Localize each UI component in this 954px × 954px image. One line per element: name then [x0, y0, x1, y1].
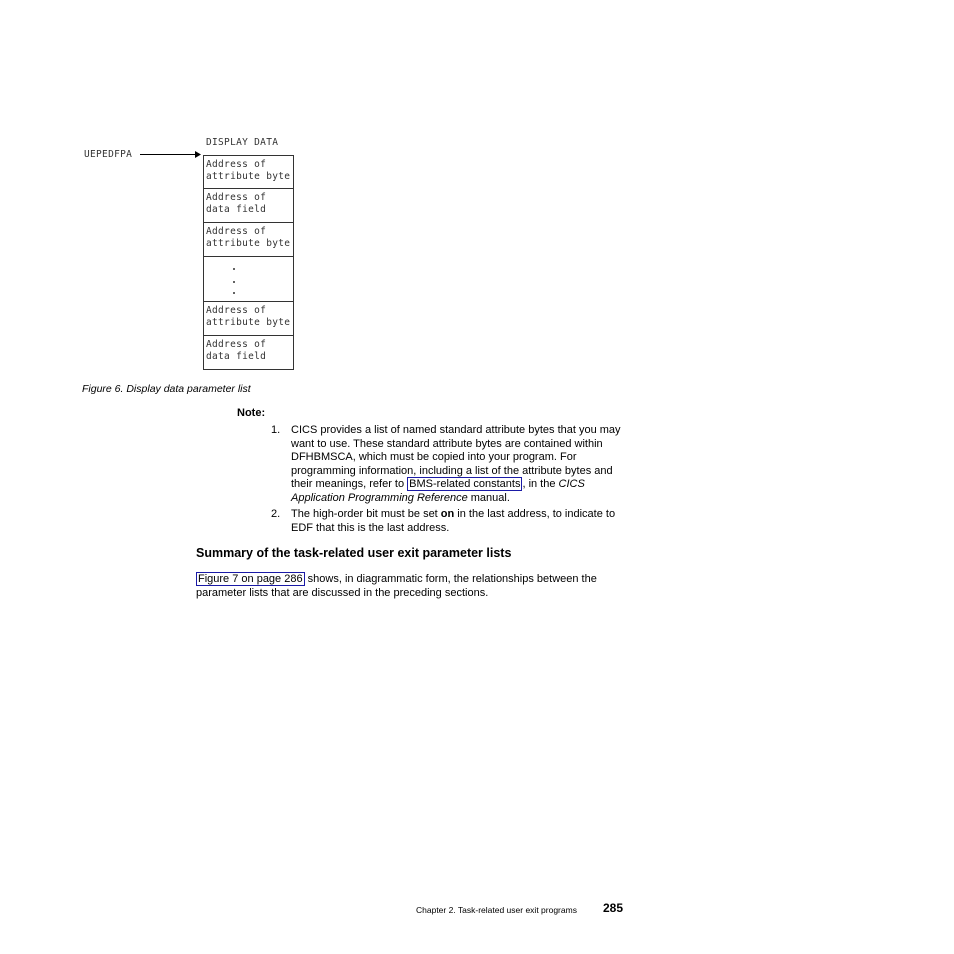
note-text: The high-order bit must be set: [291, 508, 441, 520]
cell-line: Address of: [206, 339, 267, 350]
cell-line: data field: [206, 204, 267, 215]
note-item: [271, 424, 627, 505]
note-number: 2.: [271, 508, 281, 520]
list-cell: [203, 223, 294, 257]
note-label: Note:: [237, 407, 266, 419]
cell-line: attribute byte: [206, 317, 291, 328]
list-cell: [203, 336, 294, 370]
bms-constants-link[interactable]: BMS-related constants: [409, 478, 521, 490]
cell-line: attribute byte: [206, 171, 291, 182]
ellipsis-dot: [233, 292, 235, 294]
ellipsis-dot: [233, 268, 235, 270]
note-text: , in the: [522, 478, 559, 490]
cell-line: Address of: [206, 305, 267, 316]
body-paragraph: [196, 573, 621, 600]
cell-line: data field: [206, 351, 267, 362]
footer-chapter: Chapter 2. Task-related user exit programs: [416, 905, 577, 915]
ellipsis-cell: [203, 257, 294, 302]
manual-title: CICS Application Programming Reference: [291, 478, 585, 504]
page-number: 285: [603, 901, 624, 915]
figure-caption: Figure 6. Display data parameter list: [82, 383, 251, 395]
figure-7-link[interactable]: Figure 7 on page 286: [198, 573, 303, 585]
section-heading: Summary of the task-related user exit parameter lists: [196, 546, 512, 560]
note-text: in the last address, to indicate to EDF that this is the last address.: [291, 508, 616, 534]
parameter-list-stack: [203, 155, 294, 370]
cell-line: attribute byte: [206, 238, 291, 249]
cell-line: Address of: [206, 226, 267, 237]
ellipsis-dot: [233, 281, 235, 283]
cell-line: Address of: [206, 159, 267, 170]
emphasis: on: [440, 508, 455, 520]
note-text: CICS provides a list of named standard attribute bytes that you may want to use. These standard attribute bytes are contained within DFHBMSCA, which must be copied into your program. For programming information, including a list of the attribute bytes and their meanings, refer to: [291, 424, 621, 490]
pointer-arrow: [140, 149, 202, 161]
note-item: [271, 508, 627, 535]
diagram-title: DISPLAY DATA: [206, 137, 279, 148]
pointer-label: UEPEDFPA: [84, 149, 133, 160]
cell-line: Address of: [206, 192, 267, 203]
paragraph-text: shows, in diagrammatic form, the relationships between the parameter lists that are discussed in the preceding sections.: [196, 573, 597, 599]
note-text: manual.: [467, 491, 510, 504]
note-list: [271, 424, 627, 538]
list-cell: [203, 302, 294, 336]
list-cell: [203, 155, 294, 189]
note-number: 1.: [271, 424, 281, 436]
list-cell: [203, 189, 294, 223]
